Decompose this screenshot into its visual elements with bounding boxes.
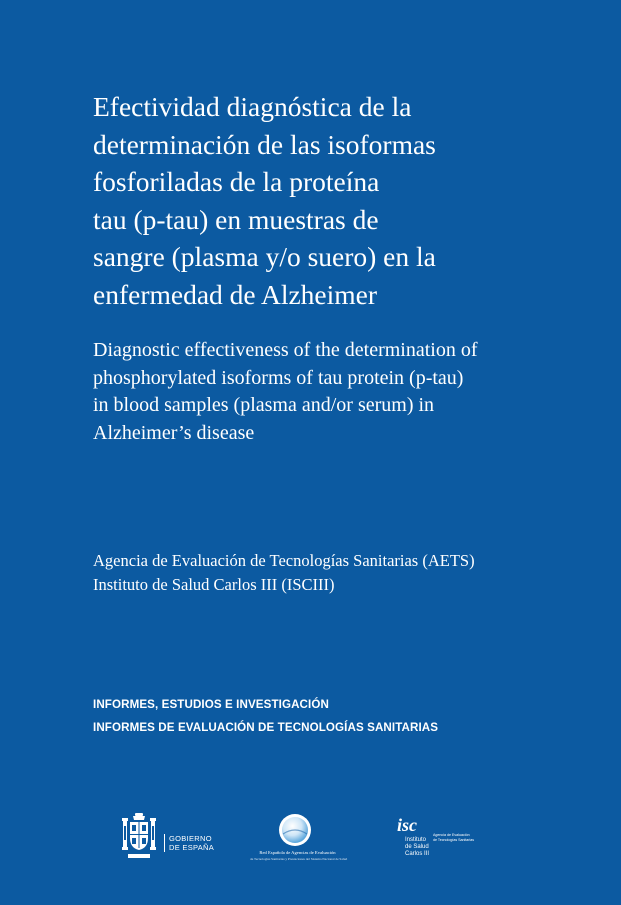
title-spanish: Efectividad diagnóstica de la determinación de las isoformas fosforiladas de la proteína tau (p-tau) en muestras de sangre (plasma y/o suero) en la enfermedad de Alzheimer — [93, 91, 436, 310]
redets-logo — [250, 812, 348, 872]
isciii-logo — [395, 815, 505, 875]
report-series — [93, 693, 573, 739]
authoring-agencies — [93, 549, 573, 597]
globe-icon — [277, 812, 313, 848]
isciii-name-line-2: de Salud — [405, 844, 429, 850]
redets-name: Red Española de Agencias de Evaluación — [259, 850, 336, 855]
gobierno-espana-logo — [120, 812, 220, 867]
isciii-mark-icon: isc — [397, 815, 417, 835]
aets-line-1: Agencia de Evaluación — [433, 833, 470, 837]
agency-aets: Agencia de Evaluación de Tecnologías Sanitarias (AETS) — [93, 551, 475, 570]
redets-subtitle: de Tecnologías Sanitarias y Prestaciones del Sistema Nacional de Salud — [250, 857, 348, 861]
gobierno-text — [164, 834, 214, 852]
aets-line-2: de Tecnologías Sanitarias — [433, 838, 475, 842]
series-line-2: INFORMES DE EVALUACIÓN DE TECNOLOGÍAS SANITARIAS — [93, 721, 439, 734]
agency-isciii: Instituto de Salud Carlos III (ISCIII) — [93, 575, 335, 594]
series-line-1: INFORMES, ESTUDIOS E INVESTIGACIÓN — [93, 698, 329, 711]
gobierno-line-2: DE ESPAÑA — [169, 843, 215, 852]
isciii-name-line-3: Carlos III — [405, 851, 430, 857]
logo-strip — [0, 800, 621, 880]
gobierno-line-1: GOBIERNO — [169, 834, 212, 843]
isciii-name-line-1: Instituto — [405, 837, 427, 843]
title-english: Diagnostic effectiveness of the determination of phosphorylated isoforms of tau protein (p-tau) in blood samples (plasma and/or serum) in Alzheimer’s disease — [93, 339, 478, 444]
coat-of-arms-icon — [120, 812, 158, 862]
isciii-name — [405, 837, 429, 858]
aets-mini-logo — [433, 833, 474, 843]
